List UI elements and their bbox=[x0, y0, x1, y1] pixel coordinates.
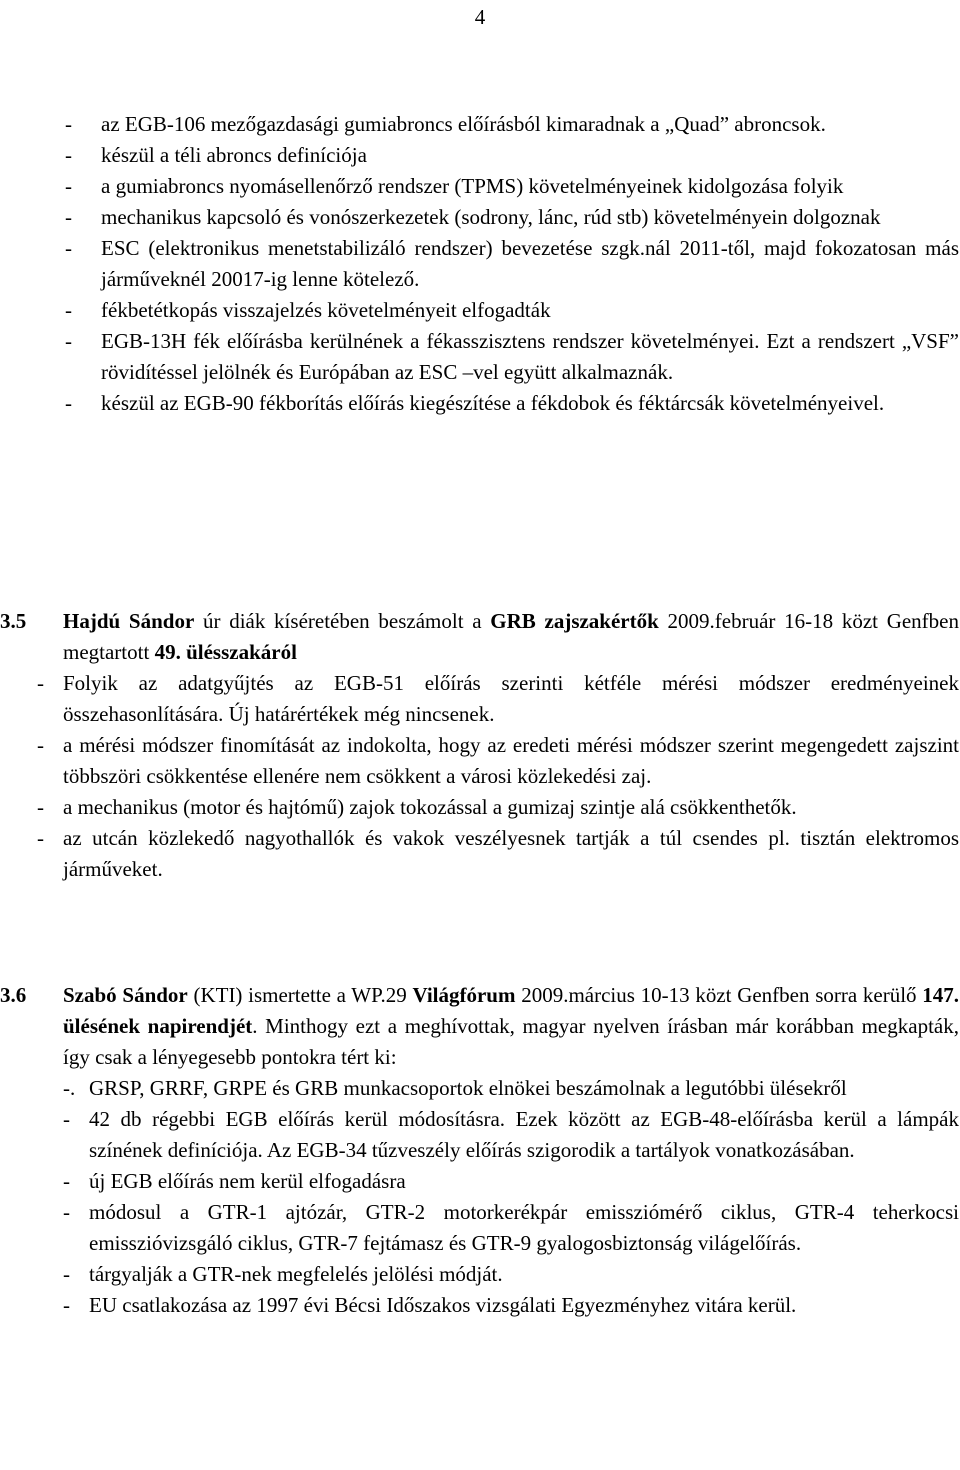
section-number: 3.5 bbox=[0, 609, 27, 633]
list-dash: - bbox=[37, 795, 44, 819]
list-item-text: mechanikus kapcsoló és vonószerkezetek (sodrony, lánc, rúd stb) követelményein dolgoznak bbox=[101, 205, 881, 229]
list-item-text: új EGB előírás nem kerül elfogadásra bbox=[89, 1169, 406, 1193]
list-item-text: készül a téli abroncs definíciója bbox=[101, 143, 367, 167]
list-item bbox=[65, 109, 959, 140]
section-heading bbox=[0, 606, 959, 668]
list-item bbox=[65, 171, 959, 202]
speaker-name: Hajdú Sándor bbox=[63, 609, 195, 633]
list-item-text: a mechanikus (motor és hajtómű) zajok tokozással a gumizaj szintje alá csökkenthetők. bbox=[63, 795, 797, 819]
list-item-text: 42 db régebbi EGB előírás kerül módosításra. Ezek között az EGB-48-előírásba kerül a lámpák színének definíciója. Az EGB-34 tűzveszély előírás szigorodik a tartályok vonatkozásában. bbox=[89, 1107, 959, 1162]
list-item-text: a gumiabroncs nyomásellenőrző rendszer (TPMS) követelményeinek kidolgozása folyik bbox=[101, 174, 844, 198]
forum-name: Világfórum bbox=[412, 983, 516, 1007]
list-dash: -. bbox=[63, 1076, 76, 1100]
list-item-text: tárgyalják a GTR-nek megfelelés jelölési módját. bbox=[89, 1262, 503, 1286]
list-item bbox=[37, 823, 959, 885]
section-number: 3.6 bbox=[0, 983, 27, 1007]
list-item bbox=[63, 1166, 959, 1197]
list-item-text: ESC (elektronikus menetstabilizáló rendszer) bevezetése szgk.nál 2011-től, majd fokozatosan más járműveknél 20017-ig lenne kötelező. bbox=[101, 236, 959, 291]
list-item-text: készül az EGB-90 fékborítás előírás kiegészítése a fékdobok és féktárcsák követelményeivel. bbox=[101, 391, 885, 415]
section-3-6 bbox=[0, 980, 960, 1321]
session-name: 147. ülésének napirendjét bbox=[63, 983, 959, 1038]
list-item bbox=[65, 388, 959, 419]
list-dash: - bbox=[65, 329, 72, 353]
section-3-5 bbox=[0, 606, 960, 885]
list-dash: - bbox=[65, 143, 72, 167]
list-item bbox=[63, 1104, 959, 1166]
list-item-text: GRSP, GRRF, GRPE és GRB munkacsoportok elnökei beszámolnak a legutóbbi ülésekről bbox=[89, 1076, 847, 1100]
vehicle-regulation-list bbox=[0, 109, 960, 419]
list-item bbox=[63, 1197, 959, 1259]
list-dash: - bbox=[63, 1200, 70, 1224]
list-dash: - bbox=[65, 298, 72, 322]
list-item-text: EU csatlakozása az 1997 évi Bécsi Időszakos vizsgálati Egyezményhez vitára kerül. bbox=[89, 1293, 797, 1317]
heading-text: úr diák kíséretében beszámolt a bbox=[194, 609, 491, 633]
list-dash: - bbox=[65, 236, 72, 260]
list-item-text: a mérési módszer finomítását az indokolta, hogy az eredeti mérési módszer szerint megengedett zajszint többszöri csökkentése ellenére nem csökkent a városi közlekedési zaj. bbox=[63, 733, 959, 788]
list-dash: - bbox=[37, 733, 44, 757]
list-item bbox=[65, 295, 959, 326]
list-item bbox=[65, 140, 959, 171]
list-item-text: az utcán közlekedő nagyothallók és vakok veszélyesnek tartják a túl csendes pl. tisztán elektromos járműveket. bbox=[63, 826, 959, 881]
list-dash: - bbox=[37, 671, 44, 695]
list-item-text: módosul a GTR-1 ajtózár, GTR-2 motorkerékpár emissziómérő ciklus, GTR-4 teherkocsi emisszióvizsgáló ciklus, GTR-7 fejtámasz és GTR-9 gyalogosbiztonság világelőírás. bbox=[89, 1200, 959, 1255]
heading-text: (KTI) ismertette a WP.29 bbox=[187, 983, 413, 1007]
list-item-text: Folyik az adatgyűjtés az EGB-51 előírás szerinti kétféle mérési módszer eredményeinek összehasonlítására. Új határértékek még nincsenek. bbox=[63, 671, 959, 726]
list-item-text: az EGB-106 mezőgazdasági gumiabroncs előírásból kimaradnak a „Quad” abroncsok. bbox=[101, 112, 826, 136]
list-item bbox=[37, 792, 959, 823]
list-item bbox=[65, 326, 959, 388]
list-item-text: EGB-13H fék előírásba kerülnének a fékasszisztens rendszer követelményei. Ezt a rendszert „VSF” rövidítéssel jelölnék és Európában az ESC –vel együtt alkalmaznák. bbox=[101, 329, 959, 384]
list-dash: - bbox=[37, 826, 44, 850]
list-dash: - bbox=[63, 1262, 70, 1286]
heading-text: . Minthogy ezt a meghívottak, magyar nyelven írásban már korábban megkapták, így csak a lényegesebb pontokra tért ki: bbox=[63, 1014, 959, 1069]
list-item bbox=[37, 730, 959, 792]
heading-text: 2009.február 16-18 közt Genfben megtartott bbox=[63, 609, 959, 664]
list-item bbox=[63, 1259, 959, 1290]
list-item bbox=[37, 668, 959, 730]
list-dash: - bbox=[65, 391, 72, 415]
list-dash: - bbox=[65, 112, 72, 136]
session-name: 49. ülésszakáról bbox=[154, 640, 297, 664]
list-dash: - bbox=[65, 205, 72, 229]
list-item bbox=[65, 202, 959, 233]
heading-text: 2009.március 10-13 közt Genfben sorra kerülő bbox=[515, 983, 923, 1007]
speaker-name: Szabó Sándor bbox=[63, 983, 188, 1007]
list-item bbox=[63, 1290, 959, 1321]
group-name: GRB zajszakértők bbox=[490, 609, 659, 633]
list-dash: - bbox=[65, 174, 72, 198]
list-dash: - bbox=[63, 1293, 70, 1317]
section-heading bbox=[0, 980, 959, 1073]
page-number: 4 bbox=[474, 5, 486, 29]
list-item bbox=[65, 233, 959, 295]
list-item-text: fékbetétkopás visszajelzés követelményeit elfogadták bbox=[101, 298, 551, 322]
list-item bbox=[63, 1073, 959, 1104]
list-dash: - bbox=[63, 1169, 70, 1193]
list-dash: - bbox=[63, 1107, 70, 1131]
